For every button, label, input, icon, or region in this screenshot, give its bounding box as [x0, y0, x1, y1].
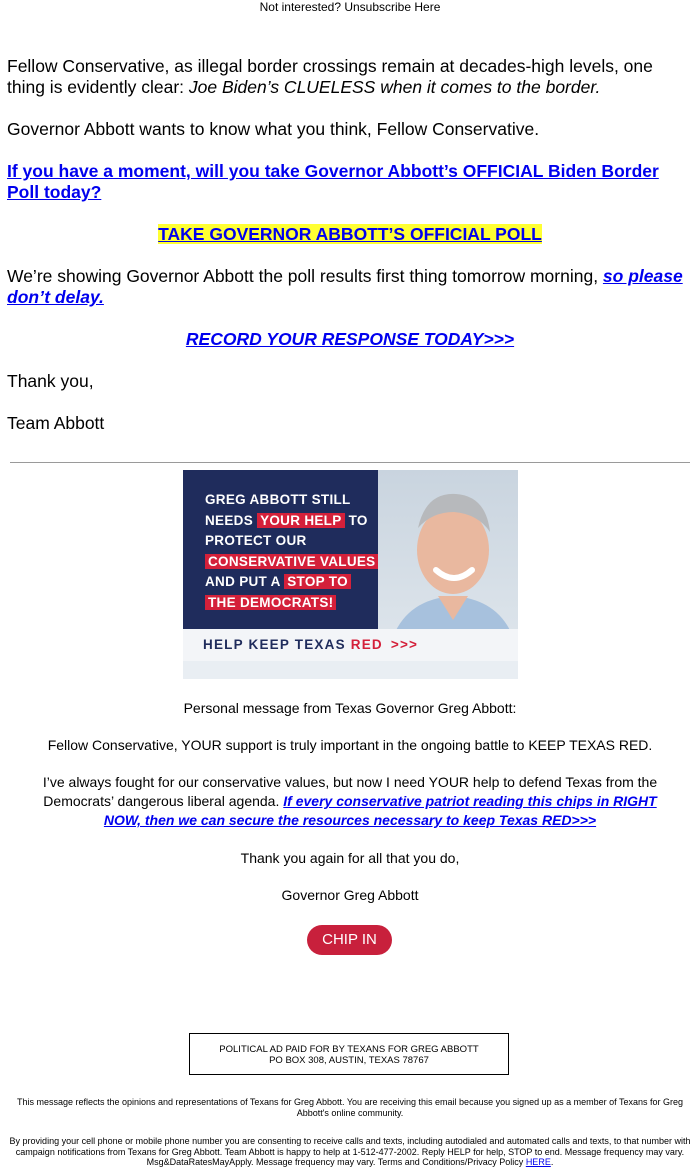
banner-cta-text — [203, 637, 418, 652]
message-p3: Thank you again for all that you do, — [240, 850, 460, 866]
showing-text: We’re showing Governor Abbott the poll results first thing tomorrow morning, — [7, 266, 603, 286]
banner-the-democrats: THE DEMOCRATS! — [205, 595, 336, 610]
showing-paragraph — [7, 266, 693, 308]
unsubscribe-link[interactable]: Not interested? Unsubscribe Here — [259, 0, 441, 14]
disclaimer-line-1: POLITICAL AD PAID FOR BY TEXANS FOR GREG ABBOTT — [219, 1044, 479, 1055]
signature-text: Team Abbott — [7, 413, 105, 433]
disclaimer-line-2: PO BOX 308, AUSTIN, TEXAS 78767 — [269, 1055, 429, 1066]
banner-your-help: YOUR HELP — [257, 513, 344, 528]
sms-notice-text: By providing your cell phone or mobile phone number you are consenting to receive calls and texts, including autodialed and automated calls and texts, to that number with campaign notifications from Texans for Greg Abbott. Team Abbott is happy to help at 1-512-477-2002. Reply HELP for help, STOP to end. Message frequency may vary. Msg&DataRatesMayApply. Message frequency may vary. Terms and Conditions/Privacy Policy — [9, 1136, 691, 1167]
message-p2-text: I’ve always fought for our conservative values, but now I need YOUR help to defend Texas from the Democrats’ dangerous liberal agenda. — [42, 774, 658, 809]
privacy-here-link[interactable]: HERE — [525, 1157, 551, 1167]
banner-line-2 — [205, 511, 378, 532]
banner-arrows-icon: >>> — [390, 637, 419, 652]
message-p1: Fellow Conservative, YOUR support is truly important in the ongoing battle to KEEP TEXAS RED. — [47, 737, 653, 753]
banner-stop-to: STOP TO — [284, 574, 351, 589]
message-heading: Personal message from Texas Governor Greg Abbott: — [183, 700, 517, 716]
dont-delay-link[interactable]: so please don’t delay. — [7, 266, 683, 307]
portrait-illustration — [378, 470, 518, 655]
banner-line-6 — [205, 593, 378, 614]
intro-text: Fellow Conservative, as illegal border crossings remain at decades-high levels, one thing is evidently clear: — [7, 56, 653, 97]
banner-line-5a: AND PUT A — [205, 574, 285, 589]
banner-line-5 — [205, 572, 378, 593]
record-line — [7, 329, 693, 350]
banner-headline — [205, 490, 378, 613]
chip-in-button[interactable]: CHIP IN — [307, 925, 392, 955]
poll-link-paragraph — [7, 161, 693, 203]
record-response-link[interactable]: RECORD YOUR RESPONSE TODAY>>> — [185, 329, 515, 349]
unsubscribe-line — [0, 0, 700, 14]
paid-for-disclaimer — [189, 1033, 509, 1075]
banner-cta-red: RED — [350, 637, 383, 652]
banner-line-1: GREG ABBOTT STILL — [205, 492, 351, 507]
governor-wants-text: Governor Abbott wants to know what you think, Fellow Conservative. — [7, 119, 540, 139]
banner-cta-a: HELP KEEP TEXAS — [203, 637, 351, 652]
banner-line-2c: TO — [344, 512, 368, 528]
message-p4: Governor Greg Abbott — [281, 887, 419, 903]
sms-notice — [0, 1136, 700, 1168]
chip-in-text-link[interactable]: If every conservative patriot reading this chips in RIGHT NOW, then we can secure the resources necessary to keep Texas RED>>> — [103, 793, 657, 828]
banner-bottom-strip — [183, 661, 518, 679]
poll-button-line — [7, 224, 693, 245]
divider — [10, 462, 690, 463]
opinions-notice: This message reflects the opinions and representations of Texans for Greg Abbott. You are receiving this email because you signed up as a member of Texans for Greg Abbott's online community. — [16, 1097, 684, 1118]
message-p2 — [30, 773, 670, 830]
banner-conservative-values: CONSERVATIVE VALUES — [205, 554, 378, 569]
poll-link[interactable]: If you have a moment, will you take Governor Abbott’s OFFICIAL Biden Border Poll today? — [7, 161, 659, 202]
thank-you-text: Thank you, — [7, 371, 94, 391]
banner-line-3: PROTECT OUR — [205, 533, 307, 548]
banner-line-4 — [205, 552, 378, 573]
intro-italic: Joe Biden’s CLUELESS when it comes to the border. — [188, 77, 601, 97]
governor-photo — [378, 470, 518, 655]
take-poll-link[interactable]: TAKE GOVERNOR ABBOTT’S OFFICIAL POLL — [158, 224, 542, 244]
intro-paragraph — [7, 56, 693, 98]
help-banner-image[interactable] — [183, 470, 518, 679]
sms-period: . — [550, 1157, 554, 1167]
banner-line-2a: NEEDS — [205, 512, 258, 528]
